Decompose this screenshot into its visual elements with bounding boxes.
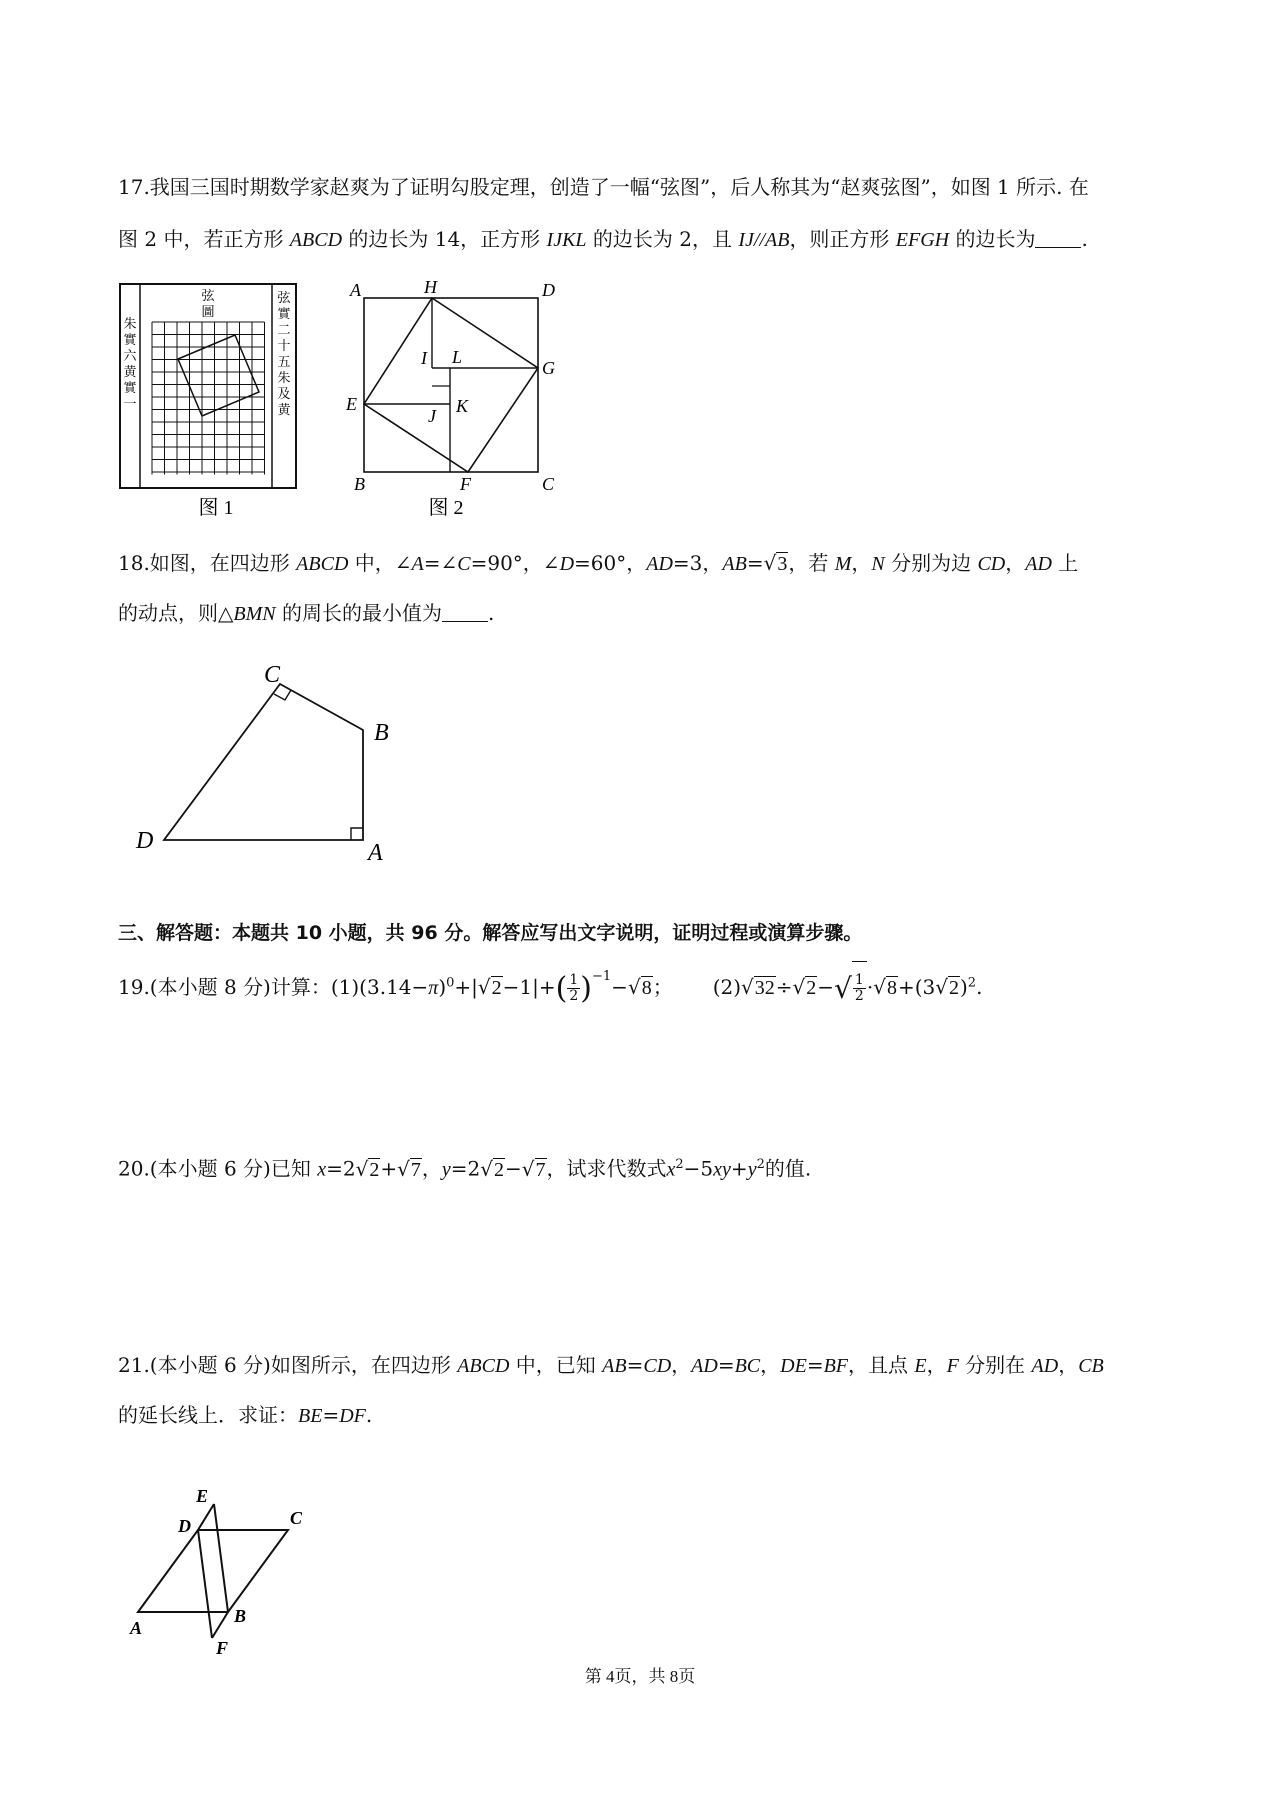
svg-text:朱: 朱 (277, 370, 291, 385)
answer-blank-18 (442, 601, 488, 622)
fig2-label-C: C (542, 474, 555, 494)
figure-q21-parallelogram (118, 1488, 318, 1658)
fig1-right-text (277, 290, 291, 417)
fig2-label-E: E (346, 394, 357, 414)
answer-blank-17 (1035, 227, 1081, 248)
q18-line1: 18.如图，在四边形 ABCD 中，∠A=∠C=90°，∠D=60°，AD=3，AB=√3，若 M，N 分别为边 CD，AD 上 (118, 548, 1078, 579)
svg-text:五: 五 (277, 354, 291, 369)
q18-label-A: A (368, 840, 383, 866)
fig2-label-B: B (354, 474, 365, 494)
fig2-label-K: K (456, 396, 469, 416)
svg-text:朱: 朱 (123, 316, 137, 331)
figure-1-chord-diagram (118, 282, 318, 522)
fig2-label-A: A (350, 280, 361, 300)
q21-label-C: C (290, 1508, 303, 1528)
q21-label-F: F (216, 1638, 229, 1658)
q21-line1: 21.(本小题 6 分)如图所示，在四边形 ABCD 中，已知 AB=CD，AD=BC，DE=BF，且点 E，F 分别在 AD，CB (118, 1353, 1104, 1377)
q18-line2: 的动点，则△BMN 的周长的最小值为 . (118, 601, 495, 625)
svg-text:二: 二 (277, 322, 291, 337)
fig1-caption: 图 1 (198, 497, 234, 519)
fig2-caption: 图 2 (428, 497, 464, 519)
figure-2-squares (344, 276, 574, 522)
svg-text:及: 及 (277, 386, 291, 401)
svg-text:弦: 弦 (277, 290, 291, 305)
svg-text:一: 一 (123, 396, 137, 411)
svg-text:實: 實 (123, 380, 137, 395)
section-3-heading: 三、解答题：本题共 10 小题，共 96 分。解答应写出文字说明，证明过程或演算步骤。 (118, 922, 863, 944)
fig1-top-text (201, 288, 215, 319)
q18-label-C: C (264, 662, 281, 688)
figure-q18-quadrilateral (118, 650, 418, 870)
fig1-left-text (123, 316, 137, 411)
svg-text:十: 十 (277, 338, 291, 353)
q21-line2: 的延长线上．求证：BE=DF. (118, 1403, 373, 1427)
q18-label-B: B (374, 720, 389, 746)
sqrt-3: √3 (763, 551, 788, 575)
svg-text:六: 六 (123, 348, 137, 363)
q21-label-B: B (234, 1606, 247, 1626)
q21-label-D: D (178, 1516, 191, 1536)
fig2-label-F: F (460, 474, 471, 494)
fig2-label-I: I (421, 348, 427, 368)
q17-line2: 图 2 中，若正方形 ABCD 的边长为 14，正方形 IJKL 的边长为 2，且 IJ//AB，则正方形 EFGH 的边长为 . (118, 227, 1088, 251)
q17-line1: 17.我国三国时期数学家赵爽为了证明勾股定理，创造了一幅“弦图”，后人称其为“赵爽弦图”，如图 1 所示. 在 (118, 175, 1089, 199)
fig2-label-H: H (424, 277, 437, 297)
svg-text:實: 實 (277, 306, 291, 321)
q19-line: 19.(本小题 8 分)计算：$(1)(3.14-\pi)^0+|√2-1|+$( $\frac{1}{2}$ )$^{-1}$−√8； (2)√32÷√2−√ $\frac{1}{2}$ $\cdot√8+(3√2)^2$. (118, 952, 982, 1002)
q21-label-E: E (196, 1488, 209, 1506)
fig2-label-L: L (452, 347, 463, 367)
q20-line: 20.(本小题 6 分)已知 x=2√2+√7，y=2√2−√7，试求代数式$x^2-5xy+y^2$的值. (118, 1156, 812, 1181)
fig2-label-D: D (542, 280, 555, 300)
svg-text:黄: 黄 (277, 402, 291, 417)
fig2-label-G: G (542, 358, 555, 378)
q18-label-D: D (136, 828, 154, 854)
svg-text:弦: 弦 (201, 288, 215, 303)
svg-text:圖: 圖 (201, 304, 215, 319)
svg-text:實: 實 (123, 332, 137, 347)
fig2-label-J: J (428, 406, 436, 426)
svg-text:黄: 黄 (123, 364, 137, 379)
page-footer: 第 4页，共 8页 (584, 1667, 696, 1686)
q21-label-A: A (130, 1618, 143, 1638)
